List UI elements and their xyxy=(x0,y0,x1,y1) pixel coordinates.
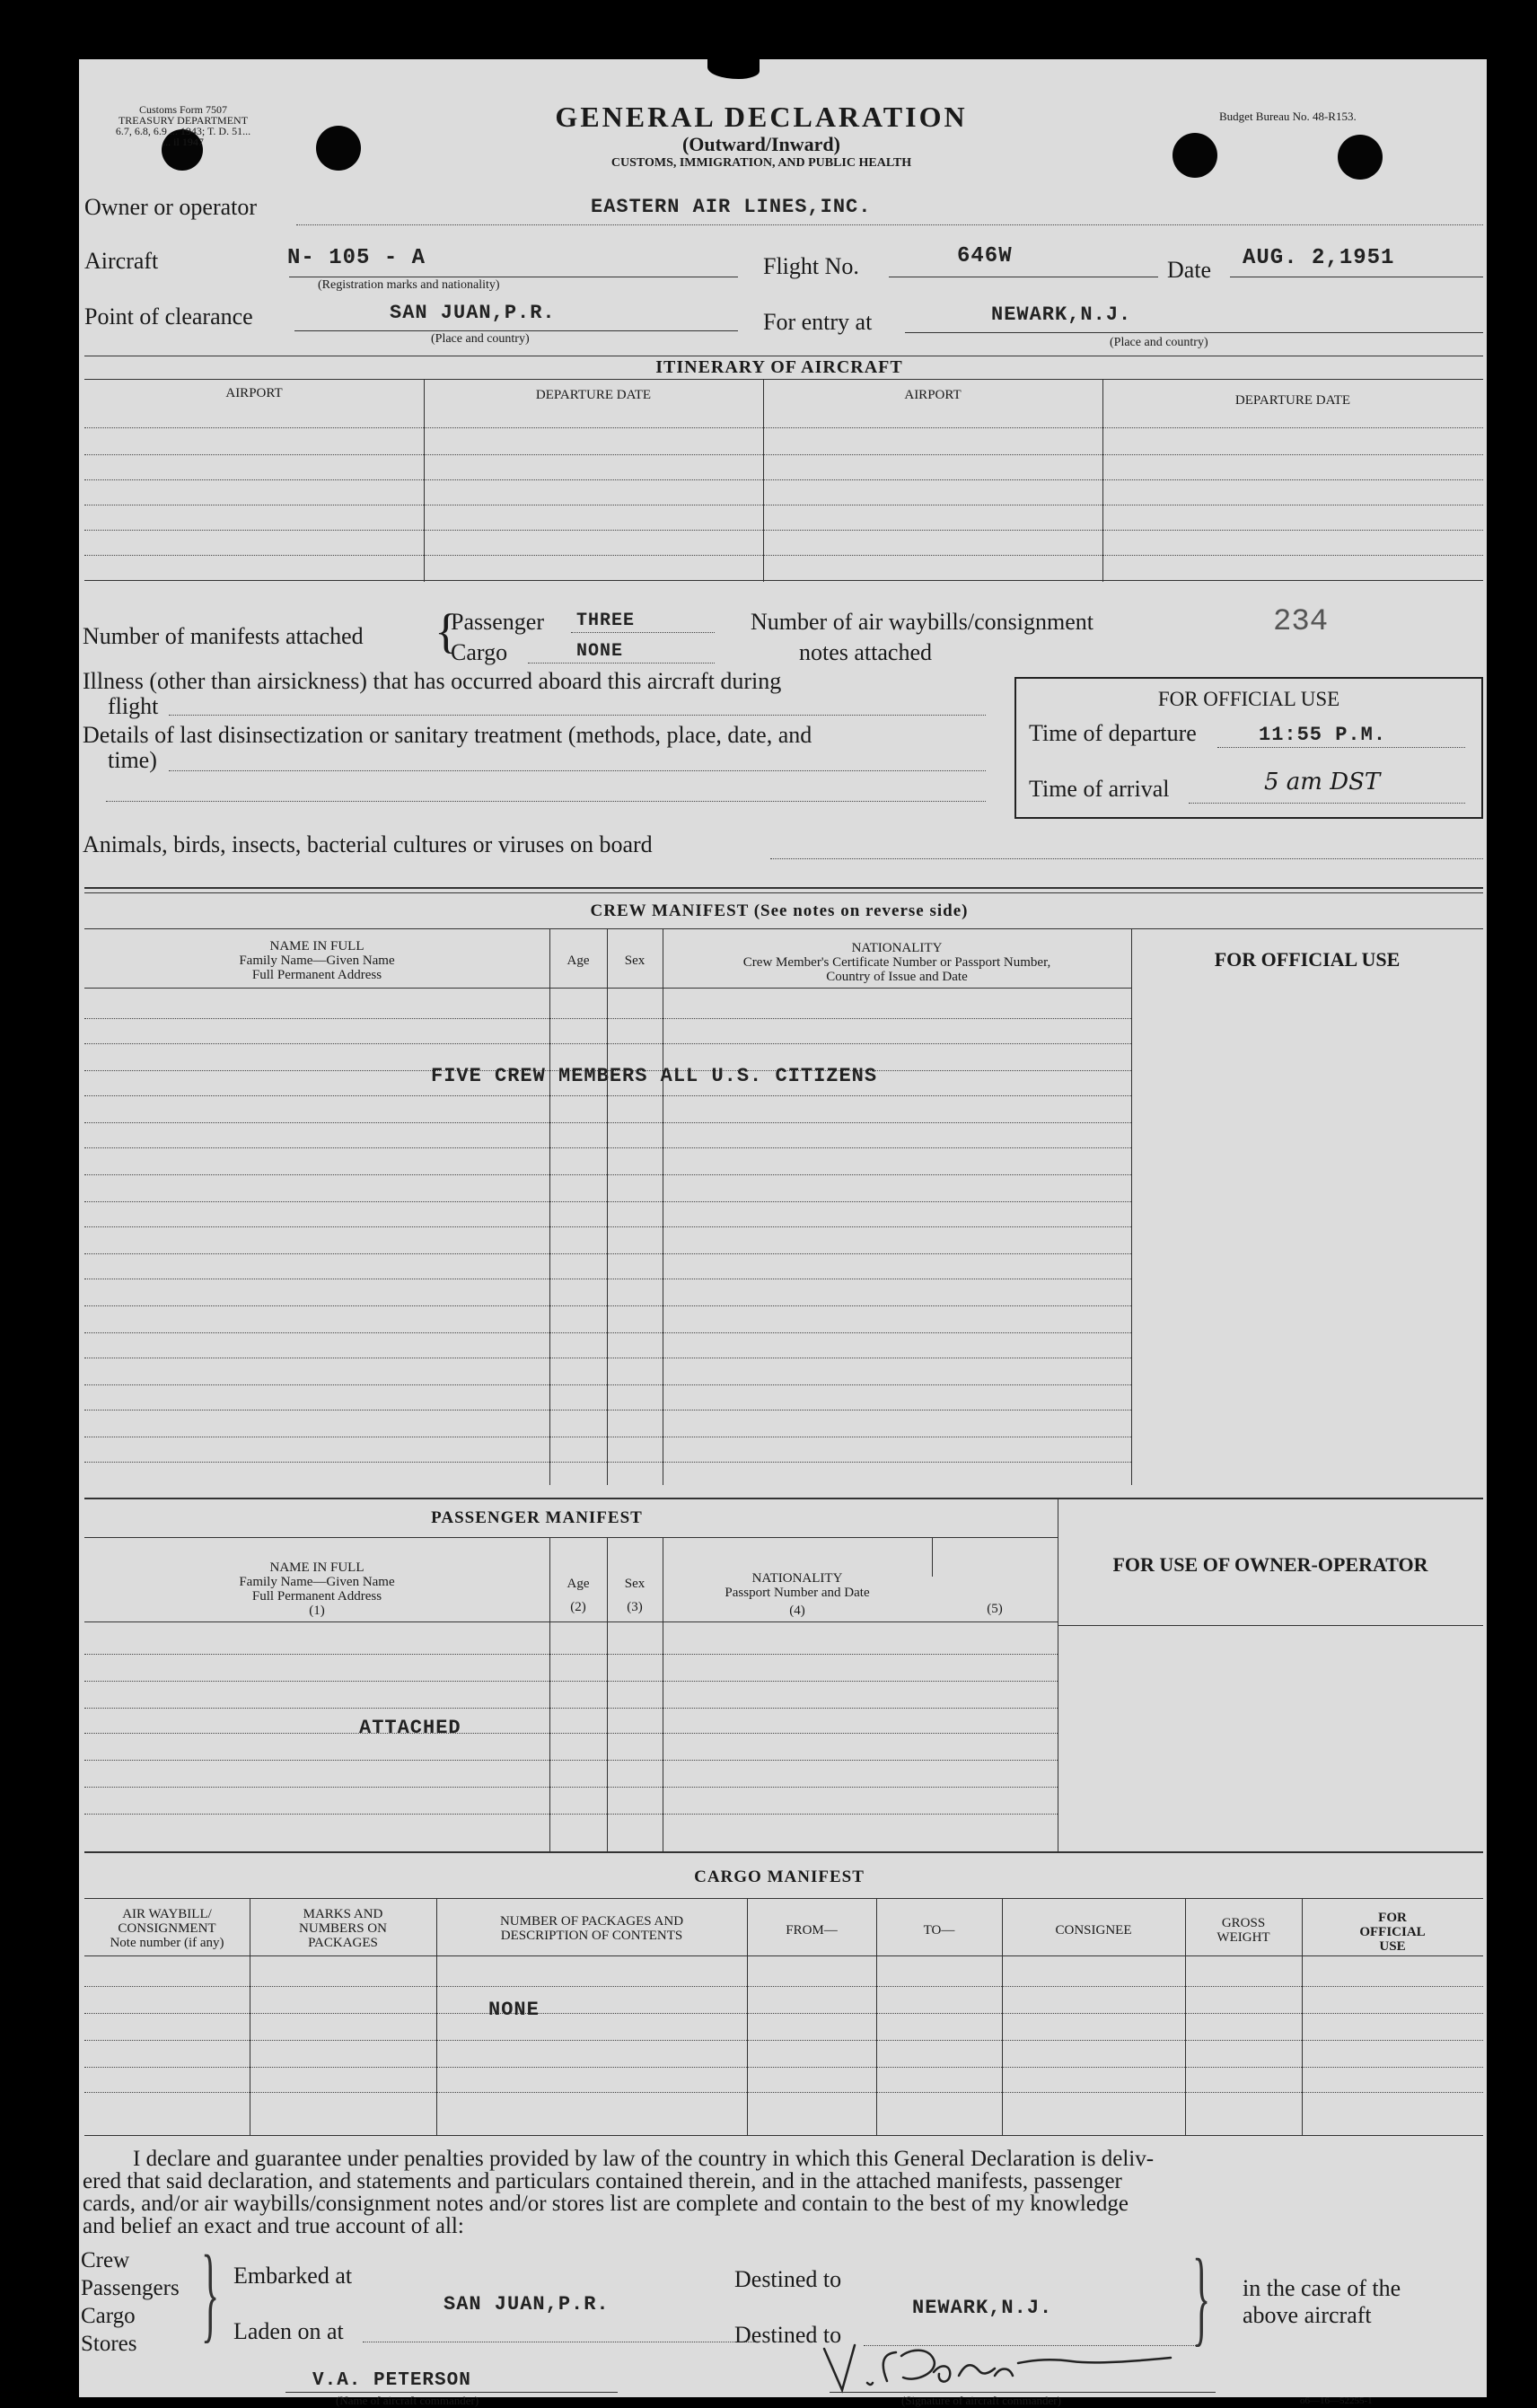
declaration-item: Cargo xyxy=(81,2304,136,2328)
form-number-block xyxy=(84,104,282,147)
aircraft-label: Aircraft xyxy=(84,248,159,274)
print-code: o6—16—52255-1 xyxy=(1300,2395,1373,2406)
cargo-title: CARGO MANIFEST xyxy=(694,1868,865,1886)
items-brace: } xyxy=(201,2233,220,2352)
passenger-col-age-line: Age xyxy=(566,1577,590,1591)
official-use-box xyxy=(1014,677,1483,819)
flight-label: Flight No. xyxy=(763,253,859,279)
cargo-col-line: NUMBERS ON xyxy=(299,1921,387,1936)
itinerary-col-airport: AIRPORT xyxy=(225,386,283,400)
departure-time-value: 11:55 P.M. xyxy=(1259,724,1387,746)
crew-col-age: Age xyxy=(566,954,590,968)
cargo-col-from: FROM— xyxy=(786,1923,838,1938)
cargo-col-waybill xyxy=(84,1907,250,1950)
cargo-entry: NONE xyxy=(488,1999,540,2021)
entry-value: NEWARK,N.J. xyxy=(991,303,1132,326)
cargo-col-consignee: CONSIGNEE xyxy=(1055,1923,1132,1938)
embarked-label: Embarked at xyxy=(233,2263,353,2289)
owner-value: EASTERN AIR LINES,INC. xyxy=(591,196,872,218)
passenger-col-nationality xyxy=(663,1571,932,1618)
declaration-line: I declare and guarantee under penalties provided by law of the country in which this General Declaration is deliv- xyxy=(133,2147,1155,2171)
punch-hole xyxy=(316,126,361,171)
arrival-time-label: Time of arrival xyxy=(1029,776,1170,802)
cargo-col-line: USE xyxy=(1379,1939,1406,1954)
crew-col-nat-line: NATIONALITY xyxy=(851,941,943,955)
departure-time-label: Time of departure xyxy=(1029,720,1197,746)
passenger-col-sex-line: Sex xyxy=(624,1577,646,1591)
passenger-col-age-line: (2) xyxy=(570,1600,586,1614)
cargo-col-line: MARKS AND xyxy=(303,1907,383,1921)
disinsect-label-2: time) xyxy=(108,747,157,773)
destined-label-2: Destined to xyxy=(734,2322,842,2348)
animals-label: Animals, birds, insects, bacterial cultures or viruses on board xyxy=(83,831,653,857)
aircraft-value: N- 105 - A xyxy=(287,246,426,270)
declaration-line: ered that said declaration, and statements and particulars contained therein, and in the attached manifests, passenger xyxy=(83,2169,1122,2193)
cargo-col-line: NUMBER OF PACKAGES AND xyxy=(499,1914,684,1929)
case-label-line: above aircraft xyxy=(1243,2302,1372,2328)
form-number-line: ... il 1947 xyxy=(162,136,204,148)
case-brace: } xyxy=(1192,2237,1211,2356)
origin-value: SAN JUAN,P.R. xyxy=(444,2293,610,2316)
cargo-col-line: OFFICIAL xyxy=(1359,1925,1426,1939)
date-label: Date xyxy=(1167,257,1212,283)
crew-col-nat-line: Crew Member's Certificate Number or Passport Number, xyxy=(742,955,1051,970)
cargo-manifest-label: Cargo xyxy=(451,639,508,665)
declaration-item: Stores xyxy=(81,2332,137,2356)
cargo-col-weight xyxy=(1185,1916,1302,1945)
passenger-col-name-line: NAME IN FULL xyxy=(269,1560,364,1575)
crew-col-name-line: Full Permanent Address xyxy=(251,968,382,982)
commander-name: V.A. PETERSON xyxy=(312,2370,471,2391)
passenger-col-nat-line: Passport Number and Date xyxy=(725,1586,870,1600)
crew-col-official: FOR OFFICIAL USE xyxy=(1214,948,1401,971)
clearance-label: Point of clearance xyxy=(84,303,253,330)
declaration-line: and belief an exact and true account of all: xyxy=(83,2214,464,2238)
illness-label: Illness (other than airsickness) that has occurred aboard this aircraft during xyxy=(83,668,782,694)
cargo-col-line: AIR WAYBILL/ xyxy=(122,1907,212,1921)
aircraft-note: (Registration marks and nationality) xyxy=(318,278,500,292)
commander-signature xyxy=(815,2336,1174,2394)
brace: { xyxy=(435,604,458,658)
itinerary-col-airport: AIRPORT xyxy=(904,388,962,402)
crew-col-nationality xyxy=(663,941,1131,984)
cargo-col-line: GROSS xyxy=(1221,1916,1266,1930)
cargo-col-line: FOR xyxy=(1378,1911,1407,1925)
case-label xyxy=(1243,2275,1401,2329)
clearance-note: (Place and country) xyxy=(431,332,530,346)
passenger-col-nat-line: (4) xyxy=(789,1604,805,1618)
passenger-col-name-line: Full Permanent Address xyxy=(251,1589,382,1604)
declaration-line: cards, and/or air waybills/consignment notes and/or stores list are complete and contain to the best of my knowledge xyxy=(83,2192,1129,2216)
itinerary-col-departure: DEPARTURE DATE xyxy=(535,388,652,402)
official-use-title: FOR OFFICIAL USE xyxy=(1157,688,1340,710)
form-agencies: CUSTOMS, IMMIGRATION, AND PUBLIC HEALTH xyxy=(610,156,912,170)
punch-hole xyxy=(1338,135,1383,180)
destination-value: NEWARK,N.J. xyxy=(912,2297,1053,2319)
cargo-col-line: Note number (if any) xyxy=(110,1936,224,1950)
signature-note: (Signature of aircraft commander) xyxy=(901,2394,1061,2407)
form-number-line: 6.7, 6.8, 6.9 ... 1943; T. D. 51... xyxy=(115,125,251,137)
declaration-item: Crew xyxy=(81,2248,130,2272)
entry-note: (Place and country) xyxy=(1110,336,1208,349)
form-number-line: TREASURY DEPARTMENT xyxy=(118,114,249,127)
form-subtitle: (Outward/Inward) xyxy=(681,133,840,155)
punch-hole xyxy=(1173,133,1217,178)
torn-edge xyxy=(707,59,760,79)
passenger-col-name-line: Family Name—Given Name xyxy=(239,1575,395,1589)
crew-col-nat-line: Country of Issue and Date xyxy=(826,970,968,984)
declaration-form xyxy=(79,59,1487,2407)
cargo-col-line: WEIGHT xyxy=(1216,1930,1270,1945)
crew-title: CREW MANIFEST (See notes on reverse side) xyxy=(590,901,969,920)
passenger-col-name-line: (1) xyxy=(309,1604,325,1618)
form-number-line: Customs Form 7507 xyxy=(138,103,227,116)
passenger-col-nat-line: NATIONALITY xyxy=(751,1571,843,1586)
owner-label: Owner or operator xyxy=(84,194,258,220)
date-value: AUG. 2,1951 xyxy=(1243,246,1395,270)
itinerary-title: ITINERARY OF AIRCRAFT xyxy=(655,357,903,377)
waybills-label: Number of air waybills/consignment xyxy=(751,609,1093,635)
declaration-items xyxy=(81,2246,180,2358)
cargo-col-line: PACKAGES xyxy=(308,1936,378,1950)
commander-note: (Name of aircraft commander) xyxy=(336,2394,479,2407)
destined-label-1: Destined to xyxy=(734,2266,842,2292)
cargo-col-to: TO— xyxy=(923,1923,955,1938)
cargo-col-marks xyxy=(250,1907,436,1950)
laden-label: Laden on at xyxy=(233,2318,344,2344)
cargo-col-official xyxy=(1302,1911,1483,1954)
cargo-manifest-value: NONE xyxy=(576,641,624,662)
arrival-time-value: 5 am DST xyxy=(1264,769,1381,795)
flight-value: 646W xyxy=(957,244,1013,268)
cargo-col-line: CONSIGNMENT xyxy=(118,1921,216,1936)
declaration-item: Passengers xyxy=(81,2276,180,2300)
manifests-label: Number of manifests attached xyxy=(83,623,364,649)
budget-number: Budget Bureau No. 48-R153. xyxy=(1219,110,1357,123)
crew-col-name-line: NAME IN FULL xyxy=(269,939,364,954)
crew-col-name-line: Family Name—Given Name xyxy=(239,954,395,968)
declaration-text xyxy=(83,2148,1154,2237)
waybills-label-2: notes attached xyxy=(799,639,932,665)
owner-operator-col: FOR USE OF OWNER-OPERATOR xyxy=(1112,1553,1428,1576)
passenger-col-5: (5) xyxy=(987,1602,1003,1616)
clearance-value: SAN JUAN,P.R. xyxy=(390,302,556,324)
illness-label-2: flight xyxy=(108,693,159,719)
passenger-title: PASSENGER MANIFEST xyxy=(431,1508,643,1527)
case-label-line: in the case of the xyxy=(1243,2275,1401,2301)
waybills-value: 234 xyxy=(1273,605,1329,639)
entry-label: For entry at xyxy=(763,309,873,335)
passenger-col-sex-line: (3) xyxy=(627,1600,643,1614)
disinsect-label: Details of last disinsectization or sanitary treatment (methods, place, date, and xyxy=(83,722,812,748)
crew-col-sex: Sex xyxy=(624,954,646,968)
passenger-col-name xyxy=(84,1560,549,1618)
passenger-col-sex xyxy=(607,1577,663,1614)
itinerary-col-departure: DEPARTURE DATE xyxy=(1234,393,1351,408)
passenger-col-age xyxy=(549,1577,607,1614)
passenger-entry: ATTACHED xyxy=(359,1717,461,1739)
cargo-col-packages xyxy=(436,1914,747,1943)
passenger-manifest-label: Passenger xyxy=(451,609,544,635)
passenger-manifest-value: THREE xyxy=(576,611,636,631)
crew-col-name xyxy=(84,939,549,982)
cargo-col-line: DESCRIPTION OF CONTENTS xyxy=(500,1929,683,1943)
form-title: GENERAL DECLARATION xyxy=(555,101,968,133)
crew-entry: FIVE CREW MEMBERS ALL U.S. CITIZENS xyxy=(431,1065,878,1087)
